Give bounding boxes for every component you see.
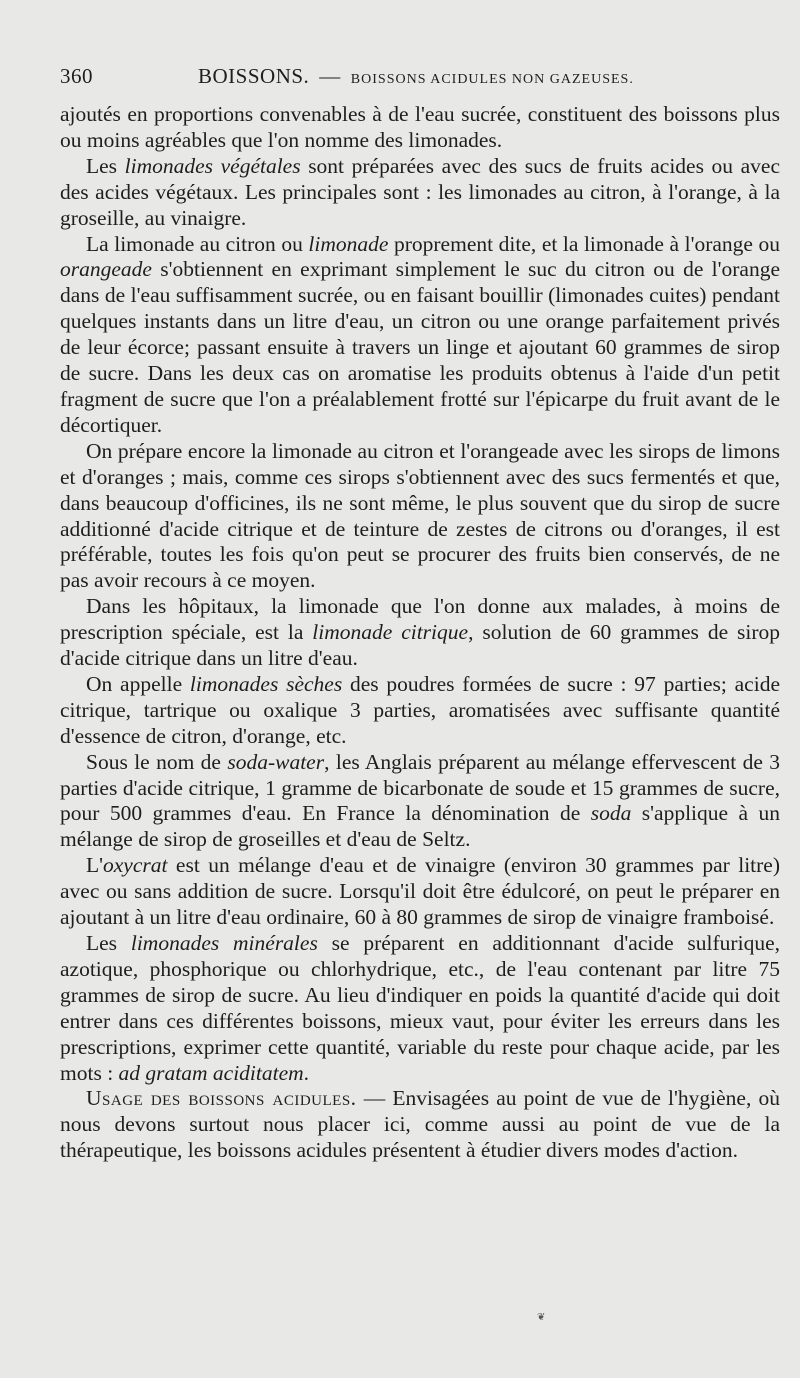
text-run: Les: [86, 931, 131, 955]
running-head: [60, 64, 780, 102]
italic-term: soda-water: [227, 749, 325, 774]
paragraph: [60, 1086, 780, 1164]
text-run: ajoutés en proportions convenables à de l'eau sucrée, constituent des boissons plus ou moins agréables que l'on nomme des limonades.: [60, 102, 780, 152]
text-run: Dans les hôpitaux, la limonade que l'on donne aux malades, à moins de prescription spéciale, est la: [60, 594, 780, 645]
text-run: Sous le nom de: [86, 749, 228, 774]
page-number: 360: [60, 64, 93, 88]
section-title: BOISSONS.: [198, 64, 310, 88]
paragraph: [60, 439, 780, 594]
italic-term: limonades minérales: [130, 931, 318, 955]
text-run: s'obtiennent en exprimant simplement le suc du citron ou de l'orange dans de l'eau suffisamment sucrée, ou en faisant bouillir (limonades cuites) pendant quelques instants dans un litre d'eau, un citron ou une orange parfaitement privés de leur écorce; passant ensuite à travers un linge et ajoutant 60 grammes de sirop de sucre. Dans les deux cas on aromatise les produits obtenus à l'aide d'un petit fragment de sucre que l'on a préalablement frotté sur l'épicarpe du fruit avant de le décortiquer.: [60, 257, 780, 437]
text-run: s'applique à un mélange de sirop de groseilles et d'eau de Seltz.: [60, 801, 780, 852]
italic-term: soda: [590, 801, 632, 826]
italic-term: oxycrat: [103, 853, 168, 878]
paragraph: [60, 931, 780, 1086]
text-run: se préparent en additionnant d'acide sulfurique, azotique, phosphorique ou chlorhydrique, etc., de l'eau contenant par litre 75 grammes de sirop de sucre. Au lieu d'indiquer en poids la quantité d'acide qui doit entrer dans ces différentes boissons, mieux vaut, pour éviter les erreurs dans les prescriptions, exprimer cette quantité, variable du reste pour chaque acide, par les mots :: [60, 931, 780, 1085]
text-run: sont préparées avec des sucs de fruits acides ou avec des acides végétaux. Les principales sont : les limonades au citron, à l'orange, à la groseille, au vinaigre.: [60, 153, 781, 230]
paragraph: [60, 750, 780, 854]
text-run: Les: [86, 153, 125, 178]
text-run: des poudres formées de sucre : 97 parties; acide citrique, tartrique ou oxalique 3 parties, aromatisées avec suffisante quantité d'essence de citron, d'orange, etc.: [60, 671, 780, 748]
text-run: On prépare encore la limonade au citron et l'orangeade avec les sirops de limons et d'oranges ; mais, comme ces sirops s'obtiennent avec des sucs fermentés et que, dans beaucoup d'officines, ils ne sont même, le plus souvent que du sirop de sucre additionné d'acide citrique et de teinture de zestes de citrons ou d'oranges, il est préférable, toutes les fois qu'on peut se procurer des fruits bien conservés, de ne pas avoir recours à ce moyen.: [60, 438, 780, 593]
paragraph: [60, 594, 780, 672]
italic-term: orangeade: [60, 257, 152, 282]
paragraph: [60, 154, 780, 232]
text-run: est un mélange d'eau et de vinaigre (environ 30 grammes par litre) avec ou sans addition de sucre. Lorsqu'il doit être édulcoré, on peut le préparer en ajoutant à un litre d'eau ordinaire, 60 à 80 grammes de sirop de vinaigre framboisé.: [60, 853, 780, 930]
text-run: , solution de 60 grammes de sirop d'acide citrique dans un litre d'eau.: [60, 620, 781, 671]
italic-term: ad gratam aciditatem: [118, 1060, 304, 1085]
paragraph: [60, 102, 780, 154]
section-heading: Usage des boissons acidules.: [86, 1086, 357, 1111]
italic-term: limonades végétales: [124, 153, 301, 178]
paragraph: [60, 672, 780, 750]
header-dash: —: [319, 64, 341, 88]
italic-term: limonade citrique: [312, 620, 469, 645]
paragraph: [60, 232, 780, 439]
section-subtitle: BOISSONS ACIDULES NON GAZEUSES.: [350, 72, 634, 87]
text-run: L': [86, 853, 104, 878]
text-run: La limonade au citron ou: [86, 231, 309, 256]
italic-term: limonade: [308, 231, 389, 256]
text-run: .: [303, 1060, 310, 1085]
italic-term: limonades sèches: [189, 671, 343, 696]
printer-mark-icon: ❦: [537, 1312, 546, 1323]
text-run: , les Anglais préparent au mélange effervescent de 3 parties d'acide citrique, 1 gramme de bicarbonate de soude et 15 grammes de sucre, pour 500 grammes d'eau. En France la dénomination de: [60, 749, 780, 826]
body-text: [60, 102, 780, 1164]
paragraph: [60, 853, 780, 931]
text-run: On appelle: [86, 671, 190, 696]
text-run: proprement dite, et la limonade à l'orange ou: [388, 231, 781, 256]
text-run: — Envisagées au point de vue de l'hygiène, où nous devons surtout nous placer ici, comme aussi au point de vue de la thérapeutique, les boissons acidules présentent à étudier divers modes d'action.: [60, 1086, 780, 1163]
